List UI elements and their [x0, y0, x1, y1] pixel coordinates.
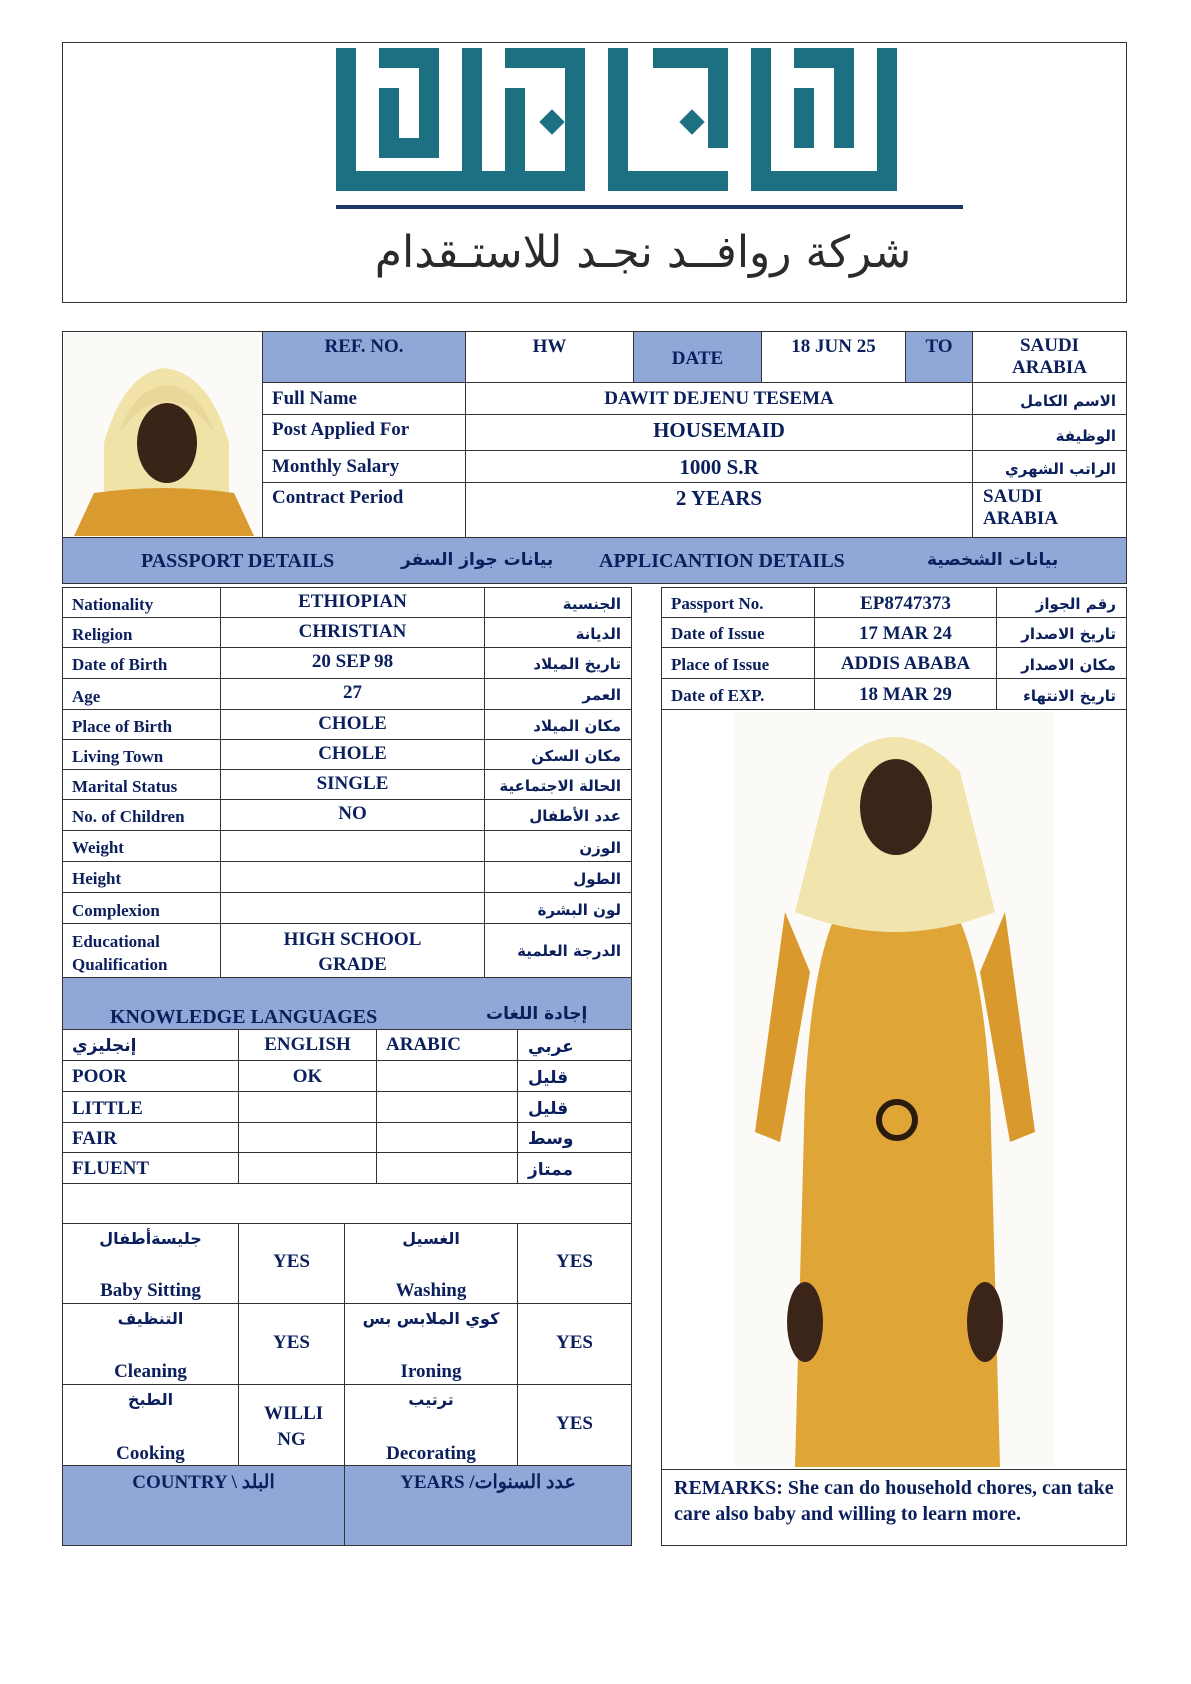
applicant-full-photo — [735, 712, 1055, 1467]
lang-little-arabic — [376, 1091, 518, 1123]
passport-no-value: EP8747373 — [814, 587, 997, 618]
lang-fluent-english — [238, 1152, 377, 1184]
salary-label: Monthly Salary — [262, 450, 466, 483]
education-ar: الدرجة العلمية — [484, 923, 632, 978]
ref-label: REF. NO. — [262, 331, 466, 383]
lang-fluent-arabic — [376, 1152, 518, 1184]
skill-baby-sitting-en: Baby Sitting — [100, 1280, 201, 1301]
languages-title: KNOWLEDGE LANGUAGES — [110, 1006, 378, 1028]
religion-label: Religion — [62, 617, 221, 648]
full-name-label: Full Name — [262, 382, 466, 415]
religion-value: CHRISTIAN — [220, 617, 485, 648]
skill-ironing-en: Ironing — [400, 1361, 462, 1382]
skill-cleaning-en: Cleaning — [114, 1361, 187, 1382]
nationality-value: ETHIOPIAN — [220, 587, 485, 618]
living-town-ar: مكان السكن — [484, 739, 632, 770]
application-details-title-ar: بيانات الشخصية — [927, 550, 1059, 570]
nationality-ar: الجنسية — [484, 587, 632, 618]
company-name-ar: شركة روافــد نجـد للاستـقدام — [374, 227, 912, 278]
applicant-portrait — [64, 333, 260, 536]
skill-ironing-ar: كوي الملابس بس — [362, 1309, 500, 1328]
skill-baby-sitting — [62, 1223, 239, 1304]
dob-value: 20 SEP 98 — [220, 647, 485, 679]
complexion-value — [220, 892, 485, 924]
complexion-ar: لون البشرة — [484, 892, 632, 924]
full-name-value: DAWIT DEJENU TESEMA — [465, 382, 973, 415]
application-details-title: APPLICANTION DETAILS — [599, 550, 845, 572]
skill-cooking-en: Cooking — [116, 1443, 185, 1464]
issue-place-label: Place of Issue — [661, 647, 815, 679]
lang-fair-english — [238, 1122, 377, 1153]
logo-box — [62, 42, 1127, 303]
languages-right-spacer — [631, 977, 662, 1397]
skill-ironing — [344, 1303, 518, 1385]
experience-country: COUNTRY \ البلد — [62, 1465, 345, 1546]
lang-fluent-label: FLUENT — [62, 1152, 239, 1184]
contract-country: SAUDI ARABIA — [972, 482, 1127, 538]
age-label: Age — [62, 678, 221, 710]
lang-fair-arabic — [376, 1122, 518, 1153]
pob-value: CHOLE — [220, 709, 485, 740]
issue-place-ar: مكان الاصدار — [996, 647, 1127, 679]
post-ar: الوظيفة — [972, 414, 1127, 451]
lang-poor-label: POOR — [62, 1060, 239, 1092]
marital-ar: الحالة الاجتماعية — [484, 769, 632, 800]
remarks: REMARKS: She can do household chores, can take care also baby and willing to learn more. — [661, 1469, 1127, 1546]
marital-label: Marital Status — [62, 769, 221, 800]
issue-date-value: 17 MAR 24 — [814, 617, 997, 648]
skill-cooking-ar: الطبخ — [127, 1390, 174, 1409]
full-body-photo — [735, 712, 1055, 1467]
dob-label: Date of Birth — [62, 647, 221, 679]
education-value: HIGH SCHOOL GRADE — [220, 923, 485, 978]
portrait-photo — [64, 333, 260, 536]
weight-ar: الوزن — [484, 830, 632, 862]
lang-head-arabic-ar: عربي — [517, 1029, 632, 1061]
lang-poor-english: OK — [238, 1060, 377, 1092]
lang-little-ar: قليل — [517, 1091, 632, 1123]
to-value: SAUDI ARABIA — [972, 331, 1127, 383]
skill-cooking-value: WILLI NG — [238, 1384, 345, 1466]
lang-poor-ar: قليل — [517, 1060, 632, 1092]
skill-baby-sitting-value: YES — [238, 1223, 345, 1304]
age-ar: العمر — [484, 678, 632, 710]
details-section-bar — [62, 537, 1127, 584]
salary-ar: الراتب الشهري — [972, 450, 1127, 483]
issue-date-label: Date of Issue — [661, 617, 815, 648]
dob-ar: تاريخ الميلاد — [484, 647, 632, 679]
exp-date-ar: تاريخ الانتهاء — [996, 678, 1127, 710]
lang-little-label: LITTLE — [62, 1091, 239, 1123]
to-label: TO — [905, 331, 973, 383]
lang-little-english — [238, 1091, 377, 1123]
education-label: Educational Qualification — [62, 923, 221, 978]
lang-head-english: ENGLISH — [238, 1029, 377, 1061]
lang-fluent-ar: ممتاز — [517, 1152, 632, 1184]
post-label: Post Applied For — [262, 414, 466, 451]
exp-date-value: 18 MAR 29 — [814, 678, 997, 710]
skill-washing-en: Washing — [395, 1280, 467, 1301]
date-value: 18 JUN 25 — [761, 331, 906, 383]
ref-value: HW — [465, 331, 634, 383]
skill-ironing-value: YES — [517, 1303, 632, 1385]
passport-no-label: Passport No. — [661, 587, 815, 618]
skill-cleaning — [62, 1303, 239, 1385]
skill-washing — [344, 1223, 518, 1304]
passport-no-ar: رقم الجواز — [996, 587, 1127, 618]
passport-details-title: PASSPORT DETAILS — [141, 550, 335, 572]
age-value: 27 — [220, 678, 485, 710]
lang-head-arabic: ARABIC — [376, 1029, 518, 1061]
post-value: HOUSEMAID — [465, 414, 973, 451]
weight-label: Weight — [62, 830, 221, 862]
skill-washing-value: YES — [517, 1223, 632, 1304]
living-town-value: CHOLE — [220, 739, 485, 770]
living-town-label: Living Town — [62, 739, 221, 770]
skill-cleaning-ar: التنظيف — [117, 1309, 184, 1328]
skill-cooking — [62, 1384, 239, 1466]
height-label: Height — [62, 861, 221, 893]
skill-decorating-value: YES — [517, 1384, 632, 1466]
lang-fair-ar: وسط — [517, 1122, 632, 1153]
date-label: DATE — [633, 331, 762, 383]
skill-decorating-en: Decorating — [386, 1443, 476, 1464]
skill-decorating-ar: ترتيب — [408, 1390, 454, 1409]
issue-place-value: ADDIS ABABA — [814, 647, 997, 679]
contract-label: Contract Period — [262, 482, 466, 538]
lang-poor-arabic — [376, 1060, 518, 1092]
skill-cleaning-value: YES — [238, 1303, 345, 1385]
languages-blank-row — [62, 1183, 632, 1224]
children-label: No. of Children — [62, 799, 221, 831]
children-ar: عدد الأطفال — [484, 799, 632, 831]
contract-value: 2 YEARS — [465, 482, 973, 538]
pob-ar: مكان الميلاد — [484, 709, 632, 740]
weight-value — [220, 830, 485, 862]
skill-baby-sitting-ar: جليسةأطفال — [99, 1229, 202, 1248]
lang-fair-label: FAIR — [62, 1122, 239, 1153]
full-name-ar: الاسم الكامل — [972, 382, 1127, 415]
children-value: NO — [220, 799, 485, 831]
issue-date-ar: تاريخ الاصدار — [996, 617, 1127, 648]
complexion-label: Complexion — [62, 892, 221, 924]
experience-years: YEARS /عدد السنوات — [344, 1465, 632, 1546]
height-ar: الطول — [484, 861, 632, 893]
nationality-label: Nationality — [62, 587, 221, 618]
passport-details-title-ar: بيانات جواز السفر — [401, 550, 554, 570]
languages-bar — [62, 977, 632, 1030]
marital-value: SINGLE — [220, 769, 485, 800]
skill-decorating — [344, 1384, 518, 1466]
height-value — [220, 861, 485, 893]
exp-date-label: Date of EXP. — [661, 678, 815, 710]
religion-ar: الديانة — [484, 617, 632, 648]
salary-value: 1000 S.R — [465, 450, 973, 483]
lang-head-english-ar: إنجليزي — [62, 1029, 239, 1061]
skill-washing-ar: الغسيل — [402, 1229, 460, 1248]
pob-label: Place of Birth — [62, 709, 221, 740]
languages-title-ar: إجادة اللغات — [486, 1004, 588, 1024]
